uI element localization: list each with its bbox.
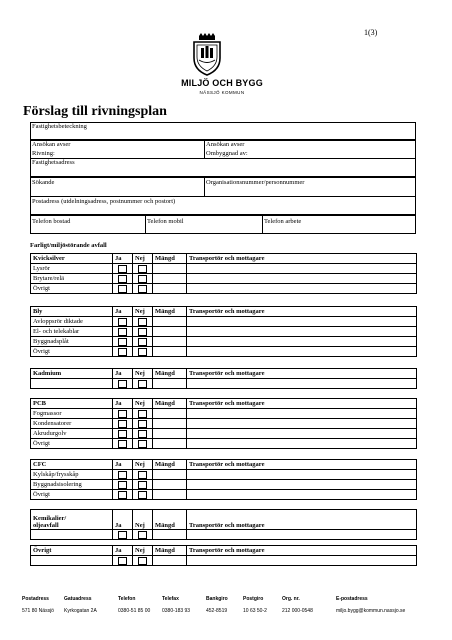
hazard-row <box>31 284 417 294</box>
nej-checkbox[interactable] <box>138 430 147 438</box>
checkbox-cell <box>113 284 133 294</box>
hazard-header-row <box>31 307 417 317</box>
mangd-column-header: Mängd <box>153 307 187 317</box>
hazard-header-row <box>31 510 417 530</box>
checkbox-cell <box>113 264 133 274</box>
transport-field[interactable] <box>187 347 417 357</box>
transport-field[interactable] <box>187 409 417 419</box>
checkbox-cell <box>113 490 133 500</box>
mangd-field[interactable] <box>153 470 187 480</box>
checkbox-cell <box>113 337 133 347</box>
nej-checkbox[interactable] <box>138 328 147 336</box>
hazard-row <box>31 439 417 449</box>
checkbox-cell <box>133 284 153 294</box>
hazard-item-label: Övrigt <box>31 439 113 449</box>
transport-column-header: Transportör och mottagare <box>187 399 417 409</box>
checkbox-cell <box>113 556 133 566</box>
hazard-category-name: Kvicksilver <box>31 254 113 264</box>
mangd-field[interactable] <box>153 429 187 439</box>
fastighetsadress-field[interactable]: Fastighetsadress <box>32 159 75 166</box>
hazard-item-label: Avloppsrör diktade <box>31 317 113 327</box>
hazard-row <box>31 490 417 500</box>
hazard-row <box>31 347 417 357</box>
hazard-row <box>31 379 417 389</box>
footer-value: 10 63 50-2 <box>243 608 267 614</box>
hazard-section-title: Farligt/miljöstörande avfall <box>30 242 107 249</box>
hazard-item-label: Kondensatorer <box>31 419 113 429</box>
hazard-item-label: Övrigt <box>31 347 113 357</box>
hazard-table <box>30 368 417 389</box>
hazard-item-label: Kylskåp/frysskåp <box>31 470 113 480</box>
mangd-field[interactable] <box>153 480 187 490</box>
ja-column-header: Ja <box>113 460 133 470</box>
hazard-table <box>30 306 417 357</box>
footer-value: 0380-183 93 <box>162 608 191 614</box>
rivning-field[interactable]: Rivning: <box>32 150 55 157</box>
hazard-item-label: Brytare/relä <box>31 274 113 284</box>
nej-checkbox[interactable] <box>138 380 147 388</box>
nej-checkbox[interactable] <box>138 440 147 448</box>
transport-field[interactable] <box>187 419 417 429</box>
checkbox-cell <box>113 274 133 284</box>
hazard-row <box>31 264 417 274</box>
checkbox-cell <box>113 419 133 429</box>
hazard-category-name: Kadmium <box>31 369 113 379</box>
nej-checkbox[interactable] <box>138 420 147 428</box>
hazard-table <box>30 459 417 500</box>
transport-field[interactable] <box>187 556 417 566</box>
municipal-crest-icon <box>190 32 224 76</box>
transport-field[interactable] <box>187 470 417 480</box>
postadress-field[interactable]: Postadress (utdelningsadress, postnummer och postort) <box>32 198 176 205</box>
mangd-field[interactable] <box>153 264 187 274</box>
transport-column-header: Transportör och mottagare <box>187 546 417 556</box>
transport-field[interactable] <box>187 284 417 294</box>
footer-header: Bankgiro <box>206 596 228 602</box>
mangd-column-header: Mängd <box>153 510 187 530</box>
hazard-category-name <box>31 510 113 530</box>
ja-column-header: Ja <box>113 307 133 317</box>
ja-column-header: Ja <box>113 369 133 379</box>
hazard-item-label <box>31 530 113 540</box>
hazard-header-row <box>31 254 417 264</box>
hazard-row <box>31 480 417 490</box>
tel-mobil-field[interactable]: Telefon mobil <box>147 218 184 225</box>
mangd-field[interactable] <box>153 327 187 337</box>
hazard-header-row <box>31 460 417 470</box>
ja-checkbox[interactable] <box>118 430 127 438</box>
nej-checkbox[interactable] <box>138 348 147 356</box>
ja-checkbox[interactable] <box>118 275 127 283</box>
hazard-table <box>30 509 417 540</box>
ja-checkbox[interactable] <box>118 531 127 539</box>
ja-checkbox[interactable] <box>118 557 127 565</box>
hazard-category-name: Bly <box>31 307 113 317</box>
footer-value: 212 000-0548 <box>282 608 313 614</box>
hazard-header-row <box>31 399 417 409</box>
ja-checkbox[interactable] <box>118 380 127 388</box>
hazard-row <box>31 409 417 419</box>
ombyggnad-field[interactable]: Ombyggnad av: <box>206 150 248 157</box>
checkbox-cell <box>133 429 153 439</box>
checkbox-cell <box>133 490 153 500</box>
footer-value: 452-8519 <box>206 608 228 614</box>
hazard-item-label: Byggnadsisolering <box>31 480 113 490</box>
footer-header: Org. nr. <box>282 596 300 602</box>
hazard-row <box>31 470 417 480</box>
hazard-row <box>31 317 417 327</box>
ja-checkbox[interactable] <box>118 420 127 428</box>
transport-field[interactable] <box>187 317 417 327</box>
checkbox-cell <box>113 409 133 419</box>
mangd-field[interactable] <box>153 347 187 357</box>
transport-column-header: Transportör och mottagare <box>187 510 417 530</box>
fastighetsbeteckning-label: Fastighetsbeteckning <box>32 123 87 130</box>
transport-column-header: Transportör och mottagare <box>187 254 417 264</box>
checkbox-cell <box>133 419 153 429</box>
ja-column-header: Ja <box>113 399 133 409</box>
hazard-row <box>31 274 417 284</box>
ja-column-header: Ja <box>113 254 133 264</box>
orgnr-field[interactable]: Organisationsnummer/personnummer <box>206 179 305 186</box>
transport-field[interactable] <box>187 480 417 490</box>
nej-checkbox[interactable] <box>138 275 147 283</box>
ja-checkbox[interactable] <box>118 491 127 499</box>
transport-column-header: Transportör och mottagare <box>187 460 417 470</box>
transport-column-header: Transportör och mottagare <box>187 369 417 379</box>
hazard-item-label: Övrigt <box>31 490 113 500</box>
hazard-header-row <box>31 369 417 379</box>
nej-checkbox[interactable] <box>138 318 147 326</box>
nej-column-header: Nej <box>133 369 153 379</box>
nej-checkbox[interactable] <box>138 410 147 418</box>
checkbox-cell <box>133 470 153 480</box>
nej-checkbox[interactable] <box>138 285 147 293</box>
checkbox-cell <box>133 480 153 490</box>
checkbox-cell <box>133 347 153 357</box>
checkbox-cell <box>113 530 133 540</box>
transport-field[interactable] <box>187 530 417 540</box>
mangd-field[interactable] <box>153 317 187 327</box>
hazard-table <box>30 398 417 449</box>
ja-checkbox[interactable] <box>118 410 127 418</box>
checkbox-cell <box>133 379 153 389</box>
checkbox-cell <box>113 347 133 357</box>
hazard-category-line: Kemikalier/ <box>33 515 67 522</box>
hazard-table <box>30 545 417 566</box>
tel-arbete-field[interactable]: Telefon arbete <box>264 218 302 225</box>
mangd-field[interactable] <box>153 490 187 500</box>
nej-checkbox[interactable] <box>138 471 147 479</box>
hazard-item-label: Övrigt <box>31 284 113 294</box>
nej-checkbox[interactable] <box>138 338 147 346</box>
mangd-column-header: Mängd <box>153 399 187 409</box>
transport-field[interactable] <box>187 429 417 439</box>
checkbox-cell <box>133 274 153 284</box>
checkbox-cell <box>113 317 133 327</box>
footer-header: Telefax <box>162 596 179 602</box>
tel-bostad-field[interactable]: Telefon bostad <box>32 218 71 225</box>
nej-column-header: Nej <box>133 510 153 530</box>
hazard-row <box>31 337 417 347</box>
hazard-item-label: Byggnadsplåt <box>31 337 113 347</box>
transport-column-header: Transportör och mottagare <box>187 307 417 317</box>
footer-value: miljo.bygg@kommun.nassjo.se <box>336 608 406 614</box>
nej-checkbox[interactable] <box>138 265 147 273</box>
mangd-field[interactable] <box>153 284 187 294</box>
hazard-item-label: El- och telekablar <box>31 327 113 337</box>
mangd-field[interactable] <box>153 530 187 540</box>
checkbox-cell <box>133 327 153 337</box>
sokande-field[interactable]: Sökande <box>32 179 55 186</box>
fastighetsbeteckning-field[interactable] <box>30 122 416 140</box>
nej-checkbox[interactable] <box>138 481 147 489</box>
transport-field[interactable] <box>187 264 417 274</box>
nej-column-header: Nej <box>133 254 153 264</box>
hazard-row <box>31 556 417 566</box>
hazard-category-name: Övrigt <box>31 546 113 556</box>
checkbox-cell <box>133 530 153 540</box>
mangd-field[interactable] <box>153 556 187 566</box>
nej-column-header: Nej <box>133 307 153 317</box>
ja-checkbox[interactable] <box>118 285 127 293</box>
ja-checkbox[interactable] <box>118 338 127 346</box>
footer-value: 0380-51 85 00 <box>118 608 151 614</box>
ja-checkbox[interactable] <box>118 348 127 356</box>
ja-column-header: Ja <box>113 510 133 530</box>
hazard-row <box>31 429 417 439</box>
phone-block <box>30 215 416 234</box>
ja-checkbox[interactable] <box>118 318 127 326</box>
mangd-column-header: Mängd <box>153 546 187 556</box>
mangd-field[interactable] <box>153 337 187 347</box>
transport-field[interactable] <box>187 379 417 389</box>
hazard-row <box>31 530 417 540</box>
ja-checkbox[interactable] <box>118 265 127 273</box>
hazard-item-label <box>31 379 113 389</box>
mangd-column-header: Mängd <box>153 460 187 470</box>
ja-checkbox[interactable] <box>118 440 127 448</box>
hazard-row <box>31 327 417 337</box>
ansokan-avser-label-2: Ansökan avser <box>206 141 245 148</box>
checkbox-cell <box>113 470 133 480</box>
checkbox-cell <box>113 480 133 490</box>
hazard-category-name: PCB <box>31 399 113 409</box>
org-subtitle: NÄSSJÖ KOMMUN <box>199 90 245 95</box>
page-title: Förslag till rivningsplan <box>23 104 167 119</box>
hazard-table <box>30 253 417 294</box>
mangd-field[interactable] <box>153 439 187 449</box>
transport-field[interactable] <box>187 439 417 449</box>
mangd-field[interactable] <box>153 419 187 429</box>
nej-column-header: Nej <box>133 399 153 409</box>
checkbox-cell <box>133 264 153 274</box>
transport-field[interactable] <box>187 490 417 500</box>
mangd-field[interactable] <box>153 379 187 389</box>
nej-checkbox[interactable] <box>138 531 147 539</box>
hazard-header-row <box>31 546 417 556</box>
checkbox-cell <box>133 556 153 566</box>
hazard-item-label: Lysrör <box>31 264 113 274</box>
footer-value: 571 80 Nässjö <box>22 608 54 614</box>
transport-field[interactable] <box>187 327 417 337</box>
footer-header: Postgiro <box>243 596 264 602</box>
checkbox-cell <box>133 317 153 327</box>
nej-column-header: Nej <box>133 460 153 470</box>
footer-header: Telefon <box>118 596 136 602</box>
checkbox-cell <box>133 439 153 449</box>
nej-checkbox[interactable] <box>138 491 147 499</box>
checkbox-cell <box>113 327 133 337</box>
page-number: 1(3) <box>364 28 378 37</box>
transport-field[interactable] <box>187 274 417 284</box>
checkbox-cell <box>113 429 133 439</box>
hazard-item-label <box>31 556 113 566</box>
ja-column-header: Ja <box>113 546 133 556</box>
footer-header: E-postadress <box>336 596 368 602</box>
checkbox-cell <box>133 409 153 419</box>
org-name: MILJÖ OCH BYGG <box>181 78 263 88</box>
footer-value: Kyrkogatan 2A <box>64 608 97 614</box>
hazard-category-name: CFC <box>31 460 113 470</box>
ja-checkbox[interactable] <box>118 471 127 479</box>
transport-field[interactable] <box>187 337 417 347</box>
ja-checkbox[interactable] <box>118 481 127 489</box>
nej-column-header: Nej <box>133 546 153 556</box>
mangd-column-header: Mängd <box>153 254 187 264</box>
hazard-item-label: Fogmassor <box>31 409 113 419</box>
ja-checkbox[interactable] <box>118 328 127 336</box>
footer-header: Gatuadress <box>64 596 92 602</box>
footer-header: Postadress <box>22 596 49 602</box>
checkbox-cell <box>133 337 153 347</box>
mangd-column-header: Mängd <box>153 369 187 379</box>
hazard-row <box>31 419 417 429</box>
mangd-field[interactable] <box>153 409 187 419</box>
nej-checkbox[interactable] <box>138 557 147 565</box>
hazard-item-label: Akrudurgolv <box>31 429 113 439</box>
mangd-field[interactable] <box>153 274 187 284</box>
ansokan-avser-label-1: Ansökan avser <box>32 141 71 148</box>
checkbox-cell <box>113 439 133 449</box>
hazard-category-line: oljeavfall <box>33 522 59 529</box>
checkbox-cell <box>113 379 133 389</box>
